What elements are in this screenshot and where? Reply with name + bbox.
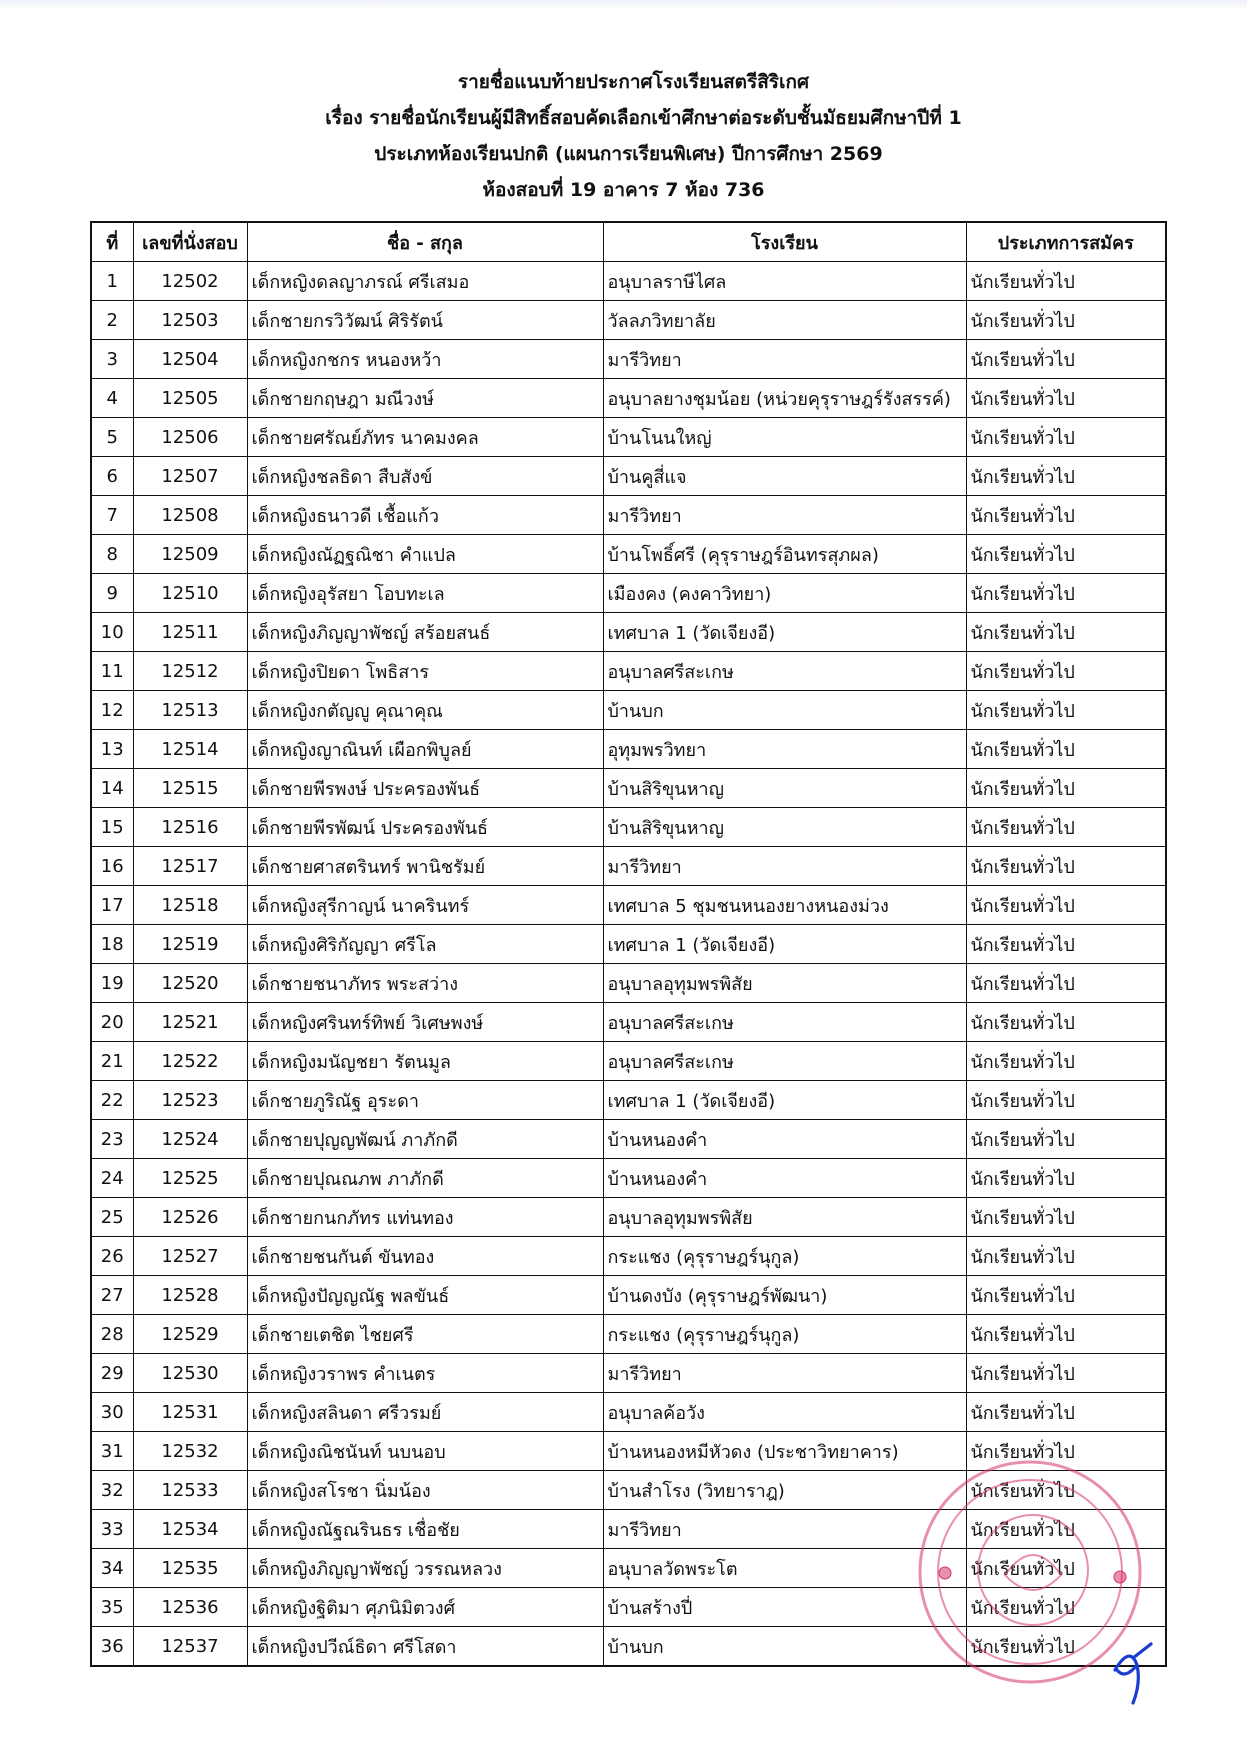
- school-name: เทศบาล 1 (วัดเจียงอี): [603, 613, 966, 652]
- row-number: 19: [91, 964, 133, 1003]
- student-name: เด็กหญิงณัฐณรินธร เชื่อชัย: [247, 1510, 603, 1549]
- school-name: เทศบาล 5 ชุมชนหนองยางหนองม่วง: [603, 886, 966, 925]
- table-row: [91, 613, 1166, 652]
- table-row: [91, 1393, 1166, 1432]
- seat-number: 12505: [133, 379, 247, 418]
- student-name: เด็กหญิงดลญาภรณ์ ศรีเสมอ: [247, 262, 603, 301]
- student-name: เด็กหญิงศรินทร์ทิพย์ วิเศษพงษ์: [247, 1003, 603, 1042]
- student-name: เด็กชายพีรพงษ์ ประครองพันธ์: [247, 769, 603, 808]
- column-header-no: ที่: [91, 222, 133, 262]
- row-number: 36: [91, 1627, 133, 1667]
- seat-number: 12508: [133, 496, 247, 535]
- student-name: เด็กหญิงมนัญชยา รัตนมูล: [247, 1042, 603, 1081]
- application-type: นักเรียนทั่วไป: [966, 769, 1166, 808]
- student-name: เด็กหญิงญาณินท์ เผือกพิบูลย์: [247, 730, 603, 769]
- student-name: เด็กชายศาสตรินทร์ พานิชรัมย์: [247, 847, 603, 886]
- student-name: เด็กหญิงชลธิดา สืบสังข์: [247, 457, 603, 496]
- seat-number: 12527: [133, 1237, 247, 1276]
- table-row: [91, 1042, 1166, 1081]
- student-name: เด็กหญิงภิญญาพัชญ์ สร้อยสนธ์: [247, 613, 603, 652]
- school-name: อนุบาลยางชุมน้อย (หน่วยคุรุราษฎร์รังสรรค์): [603, 379, 966, 418]
- application-type: นักเรียนทั่วไป: [966, 1471, 1166, 1510]
- application-type: นักเรียนทั่วไป: [966, 1549, 1166, 1588]
- school-name: กระแชง (คุรุราษฎร์นุกูล): [603, 1237, 966, 1276]
- student-name: เด็กชายปุณณภพ ภาภักดี: [247, 1159, 603, 1198]
- row-number: 28: [91, 1315, 133, 1354]
- table-row: [91, 886, 1166, 925]
- seat-number: 12504: [133, 340, 247, 379]
- application-type: นักเรียนทั่วไป: [966, 1276, 1166, 1315]
- student-name: เด็กหญิงศิริกัญญา ศรีโล: [247, 925, 603, 964]
- school-name: อนุบาลศรีสะเกษ: [603, 652, 966, 691]
- row-number: 31: [91, 1432, 133, 1471]
- row-number: 8: [91, 535, 133, 574]
- seat-number: 12511: [133, 613, 247, 652]
- student-name: เด็กหญิงกชกร หนองหว้า: [247, 340, 603, 379]
- table-row: [91, 1276, 1166, 1315]
- seat-number: 12515: [133, 769, 247, 808]
- row-number: 23: [91, 1120, 133, 1159]
- table-row: [91, 379, 1166, 418]
- table-row: [91, 925, 1166, 964]
- school-name: บ้านบก: [603, 1627, 966, 1667]
- student-name: เด็กหญิงสโรชา นิ่มน้อง: [247, 1471, 603, 1510]
- seat-number: 12512: [133, 652, 247, 691]
- table-body: [91, 262, 1166, 1667]
- seat-number: 12502: [133, 262, 247, 301]
- table-row: [91, 1198, 1166, 1237]
- row-number: 32: [91, 1471, 133, 1510]
- school-name: มารีวิทยา: [603, 1510, 966, 1549]
- header-title: รายชื่อแนบท้ายประกาศโรงเรียนสตรีสิริเกศ: [457, 71, 810, 93]
- school-name: อนุบาลศรีสะเกษ: [603, 1003, 966, 1042]
- application-type: นักเรียนทั่วไป: [966, 1003, 1166, 1042]
- application-type: นักเรียนทั่วไป: [966, 964, 1166, 1003]
- seat-number: 12513: [133, 691, 247, 730]
- seat-number: 12535: [133, 1549, 247, 1588]
- row-number: 17: [91, 886, 133, 925]
- table-row: [91, 1588, 1166, 1627]
- application-type: นักเรียนทั่วไป: [966, 379, 1166, 418]
- table-row: [91, 418, 1166, 457]
- row-number: 2: [91, 301, 133, 340]
- table-row: [91, 1471, 1166, 1510]
- seat-number: 12519: [133, 925, 247, 964]
- table-row: [91, 808, 1166, 847]
- seat-number: 12536: [133, 1588, 247, 1627]
- school-name: อุทุมพรวิทยา: [603, 730, 966, 769]
- table-row: [91, 496, 1166, 535]
- table-row: [91, 1237, 1166, 1276]
- row-number: 29: [91, 1354, 133, 1393]
- table-row: [91, 1354, 1166, 1393]
- table-row: [91, 1159, 1166, 1198]
- student-name: เด็กชายปุญญพัฒน์ ภาภักดี: [247, 1120, 603, 1159]
- row-number: 25: [91, 1198, 133, 1237]
- school-name: บ้านคูสี่แจ: [603, 457, 966, 496]
- school-name: บ้านหนองคำ: [603, 1120, 966, 1159]
- seat-number: 12514: [133, 730, 247, 769]
- application-type: นักเรียนทั่วไป: [966, 808, 1166, 847]
- row-number: 7: [91, 496, 133, 535]
- row-number: 15: [91, 808, 133, 847]
- table-row: [91, 340, 1166, 379]
- table-row: [91, 1627, 1166, 1667]
- application-type: นักเรียนทั่วไป: [966, 1510, 1166, 1549]
- school-name: มารีวิทยา: [603, 847, 966, 886]
- row-number: 33: [91, 1510, 133, 1549]
- application-type: นักเรียนทั่วไป: [966, 691, 1166, 730]
- table-row: [91, 652, 1166, 691]
- application-type: นักเรียนทั่วไป: [966, 1393, 1166, 1432]
- student-name: เด็กชายกรวิวัฒน์ ศิริรัตน์: [247, 301, 603, 340]
- student-name: เด็กหญิงธนาวดี เชื้อแก้ว: [247, 496, 603, 535]
- seat-number: 12532: [133, 1432, 247, 1471]
- student-name: เด็กชายชนาภัทร พระสว่าง: [247, 964, 603, 1003]
- row-number: 18: [91, 925, 133, 964]
- school-name: บ้านสร้างปี่: [603, 1588, 966, 1627]
- school-name: เมืองคง (คงคาวิทยา): [603, 574, 966, 613]
- seat-number: 12522: [133, 1042, 247, 1081]
- student-name: เด็กชายชนกันต์ ขันทอง: [247, 1237, 603, 1276]
- application-type: นักเรียนทั่วไป: [966, 262, 1166, 301]
- school-name: อนุบาลอุทุมพรพิสัย: [603, 964, 966, 1003]
- application-type: นักเรียนทั่วไป: [966, 1432, 1166, 1471]
- school-name: บ้านโนนใหญ่: [603, 418, 966, 457]
- seat-number: 12507: [133, 457, 247, 496]
- student-name: เด็กหญิงปัญญณัฐ พลขันธ์: [247, 1276, 603, 1315]
- student-name: เด็กหญิงณัฏฐณิชา คำแปล: [247, 535, 603, 574]
- student-name: เด็กชายกฤษฎา มณีวงษ์: [247, 379, 603, 418]
- row-number: 16: [91, 847, 133, 886]
- application-type: นักเรียนทั่วไป: [966, 652, 1166, 691]
- school-name: กระแชง (คุรุราษฎร์นุกูล): [603, 1315, 966, 1354]
- seat-number: 12520: [133, 964, 247, 1003]
- table-row: [91, 1510, 1166, 1549]
- header-category: ประเภทห้องเรียนปกติ (แผนการเรียนพิเศษ) ปีการศึกษา 2569: [374, 143, 883, 165]
- student-name: เด็กหญิงปวีณ์ธิดา ศรีโสดา: [247, 1627, 603, 1667]
- seat-number: 12521: [133, 1003, 247, 1042]
- document-header: [0, 64, 1247, 208]
- application-type: นักเรียนทั่วไป: [966, 1159, 1166, 1198]
- seat-number: 12531: [133, 1393, 247, 1432]
- seat-number: 12517: [133, 847, 247, 886]
- school-name: เทศบาล 1 (วัดเจียงอี): [603, 925, 966, 964]
- student-name: เด็กชายกนกภัทร แท่นทอง: [247, 1198, 603, 1237]
- application-type: นักเรียนทั่วไป: [966, 418, 1166, 457]
- column-header-name: ชื่อ - สกุล: [247, 222, 603, 262]
- row-number: 21: [91, 1042, 133, 1081]
- table-row: [91, 262, 1166, 301]
- seat-number: 12526: [133, 1198, 247, 1237]
- row-number: 3: [91, 340, 133, 379]
- application-type: นักเรียนทั่วไป: [966, 340, 1166, 379]
- column-header-seat: เลขที่นั่งสอบ: [133, 222, 247, 262]
- row-number: 14: [91, 769, 133, 808]
- column-header-type: ประเภทการสมัคร: [966, 222, 1166, 262]
- seat-number: 12506: [133, 418, 247, 457]
- application-type: นักเรียนทั่วไป: [966, 1120, 1166, 1159]
- row-number: 6: [91, 457, 133, 496]
- application-type: นักเรียนทั่วไป: [966, 925, 1166, 964]
- application-type: นักเรียนทั่วไป: [966, 496, 1166, 535]
- seat-number: 12534: [133, 1510, 247, 1549]
- seat-number: 12528: [133, 1276, 247, 1315]
- application-type: นักเรียนทั่วไป: [966, 886, 1166, 925]
- school-name: เทศบาล 1 (วัดเจียงอี): [603, 1081, 966, 1120]
- student-name: เด็กชายภูริณัฐ อุระดา: [247, 1081, 603, 1120]
- school-name: มารีวิทยา: [603, 1354, 966, 1393]
- application-type: นักเรียนทั่วไป: [966, 1315, 1166, 1354]
- seat-number: 12537: [133, 1627, 247, 1667]
- table-row: [91, 535, 1166, 574]
- scan-edge: [0, 0, 1247, 10]
- row-number: 27: [91, 1276, 133, 1315]
- row-number: 4: [91, 379, 133, 418]
- school-name: อนุบาลศรีสะเกษ: [603, 1042, 966, 1081]
- table-header-row: [91, 222, 1166, 262]
- student-name: เด็กชายพีรพัฒน์ ประครองพันธ์: [247, 808, 603, 847]
- column-header-school: โรงเรียน: [603, 222, 966, 262]
- table-row: [91, 1081, 1166, 1120]
- application-type: นักเรียนทั่วไป: [966, 1198, 1166, 1237]
- application-type: นักเรียนทั่วไป: [966, 535, 1166, 574]
- row-number: 9: [91, 574, 133, 613]
- row-number: 35: [91, 1588, 133, 1627]
- school-name: มารีวิทยา: [603, 340, 966, 379]
- school-name: อนุบาลราษีไศล: [603, 262, 966, 301]
- student-name: เด็กชายเตชิต ไชยศรี: [247, 1315, 603, 1354]
- student-name: เด็กหญิงภิญญาพัชญ์ วรรณหลวง: [247, 1549, 603, 1588]
- school-name: อนุบาลค้อวัง: [603, 1393, 966, 1432]
- seat-number: 12533: [133, 1471, 247, 1510]
- seat-number: 12503: [133, 301, 247, 340]
- school-name: บ้านสำโรง (วิทยาราฎ): [603, 1471, 966, 1510]
- row-number: 5: [91, 418, 133, 457]
- table-row: [91, 1120, 1166, 1159]
- student-name: เด็กหญิงปิยดา โพธิสาร: [247, 652, 603, 691]
- student-name: เด็กชายศรัณย์ภัทร นาคมงคล: [247, 418, 603, 457]
- row-number: 34: [91, 1549, 133, 1588]
- school-name: อนุบาลวัดพระโต: [603, 1549, 966, 1588]
- student-name: เด็กหญิงสลินดา ศรีวรมย์: [247, 1393, 603, 1432]
- seat-number: 12518: [133, 886, 247, 925]
- row-number: 11: [91, 652, 133, 691]
- seat-number: 12509: [133, 535, 247, 574]
- seat-number: 12525: [133, 1159, 247, 1198]
- student-roster-table: [90, 221, 1167, 1667]
- table-row: [91, 574, 1166, 613]
- school-name: บ้านโพธิ์ศรี (คุรุราษฎร์อินทรสุภผล): [603, 535, 966, 574]
- table-row: [91, 1003, 1166, 1042]
- row-number: 22: [91, 1081, 133, 1120]
- header-subject: เรื่อง รายชื่อนักเรียนผู้มีสิทธิ์สอบคัดเลือกเข้าศึกษาต่อระดับชั้นมัธยมศึกษาปีที่ 1: [325, 107, 962, 129]
- header-exam-room: ห้องสอบที่ 19 อาคาร 7 ห้อง 736: [482, 179, 765, 201]
- seat-number: 12510: [133, 574, 247, 613]
- table-row: [91, 964, 1166, 1003]
- row-number: 20: [91, 1003, 133, 1042]
- row-number: 10: [91, 613, 133, 652]
- application-type: นักเรียนทั่วไป: [966, 847, 1166, 886]
- application-type: นักเรียนทั่วไป: [966, 1354, 1166, 1393]
- table-row: [91, 1432, 1166, 1471]
- application-type: นักเรียนทั่วไป: [966, 1042, 1166, 1081]
- table-row: [91, 301, 1166, 340]
- school-name: บ้านบก: [603, 691, 966, 730]
- school-name: บ้านสิริขุนหาญ: [603, 808, 966, 847]
- seat-number: 12529: [133, 1315, 247, 1354]
- application-type: นักเรียนทั่วไป: [966, 1588, 1166, 1627]
- table-row: [91, 691, 1166, 730]
- application-type: นักเรียนทั่วไป: [966, 1627, 1166, 1667]
- application-type: นักเรียนทั่วไป: [966, 574, 1166, 613]
- school-name: บ้านดงบัง (คุรุราษฎร์พัฒนา): [603, 1276, 966, 1315]
- seat-number: 12523: [133, 1081, 247, 1120]
- seat-number: 12516: [133, 808, 247, 847]
- student-name: เด็กหญิงฐิติมา ศุภนิมิตวงศ์: [247, 1588, 603, 1627]
- application-type: นักเรียนทั่วไป: [966, 301, 1166, 340]
- student-name: เด็กหญิงอุรัสยา โอบทะเล: [247, 574, 603, 613]
- table-row: [91, 1315, 1166, 1354]
- school-name: มารีวิทยา: [603, 496, 966, 535]
- student-name: เด็กหญิงสุรีกาญน์ นาครินทร์: [247, 886, 603, 925]
- row-number: 30: [91, 1393, 133, 1432]
- table-row: [91, 1549, 1166, 1588]
- school-name: บ้านหนองหมีหัวดง (ประชาวิทยาคาร): [603, 1432, 966, 1471]
- application-type: นักเรียนทั่วไป: [966, 457, 1166, 496]
- row-number: 26: [91, 1237, 133, 1276]
- school-name: วัลลภวิทยาลัย: [603, 301, 966, 340]
- school-name: บ้านหนองคำ: [603, 1159, 966, 1198]
- school-name: บ้านสิริขุนหาญ: [603, 769, 966, 808]
- row-number: 24: [91, 1159, 133, 1198]
- application-type: นักเรียนทั่วไป: [966, 730, 1166, 769]
- table-row: [91, 730, 1166, 769]
- application-type: นักเรียนทั่วไป: [966, 1081, 1166, 1120]
- school-name: อนุบาลอุทุมพรพิสัย: [603, 1198, 966, 1237]
- row-number: 12: [91, 691, 133, 730]
- student-name: เด็กหญิงกตัญญู คุณาคุณ: [247, 691, 603, 730]
- student-name: เด็กหญิงวราพร คำเนตร: [247, 1354, 603, 1393]
- seat-number: 12524: [133, 1120, 247, 1159]
- application-type: นักเรียนทั่วไป: [966, 1237, 1166, 1276]
- application-type: นักเรียนทั่วไป: [966, 613, 1166, 652]
- student-name: เด็กหญิงณิชนันท์ นบนอบ: [247, 1432, 603, 1471]
- table-row: [91, 769, 1166, 808]
- table-row: [91, 847, 1166, 886]
- table-row: [91, 457, 1166, 496]
- row-number: 13: [91, 730, 133, 769]
- row-number: 1: [91, 262, 133, 301]
- seat-number: 12530: [133, 1354, 247, 1393]
